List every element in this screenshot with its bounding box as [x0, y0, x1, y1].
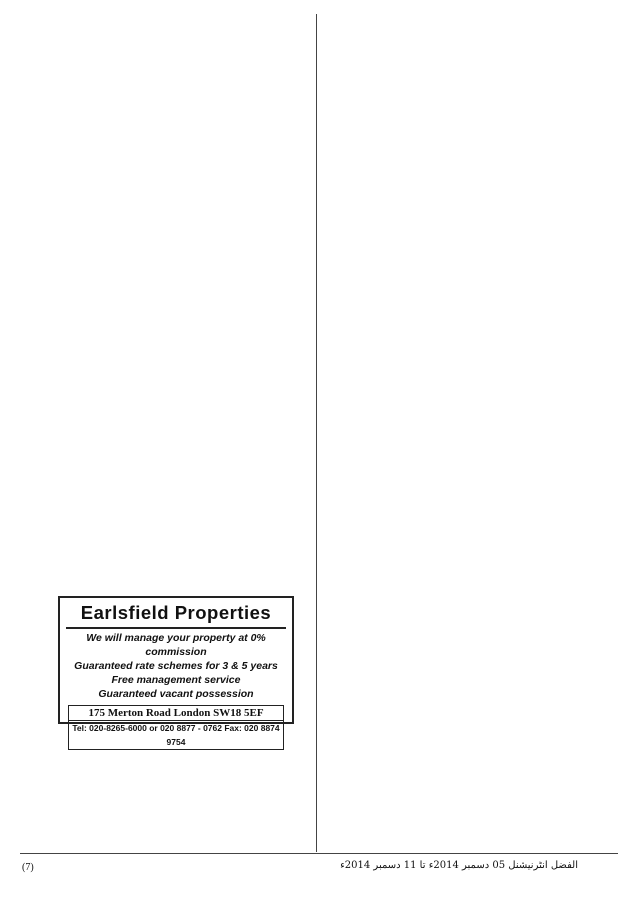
- page-number: (7): [22, 862, 34, 873]
- left-text-column: [20, 14, 312, 592]
- right-text-column: [323, 14, 615, 850]
- column-divider: [316, 14, 317, 852]
- ad-title: Earlsfield Properties: [80, 602, 272, 623]
- ad-contact-box: [68, 705, 284, 750]
- ad-line-vacant-possession: Guaranteed vacant possession: [98, 688, 254, 700]
- advertisement-box: [58, 596, 294, 747]
- running-head: الفضل انٹرنیشنل 05 دسمبر 2014ء تا 11 دسمبر 2014ء: [340, 860, 578, 871]
- ad-telephone: Tel: 020-8265-6000 or 020 8877 - 0762 Fax: 020 8874 9754: [72, 723, 280, 747]
- ad-line-rate-schemes: Guaranteed rate schemes for 3 & 5 years: [74, 660, 278, 672]
- ad-divider: [66, 627, 286, 629]
- ad-line-commission: We will manage your property at 0% commission: [86, 632, 266, 658]
- footer-rule: [20, 853, 618, 854]
- ad-line-free-management: Free management service: [111, 674, 241, 686]
- ad-address: 175 Merton Road London SW18 5EF: [69, 706, 283, 721]
